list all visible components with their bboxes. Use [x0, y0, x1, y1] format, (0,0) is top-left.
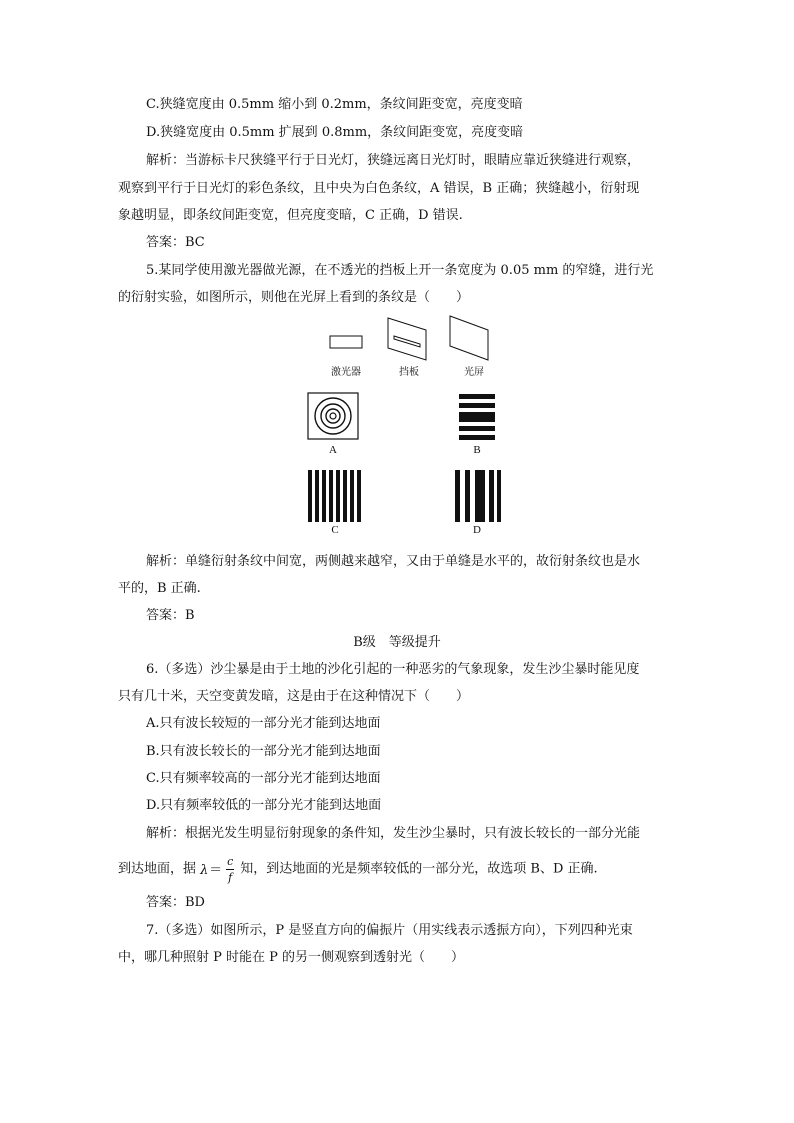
slit: [394, 336, 420, 347]
laser-device: [330, 336, 362, 348]
answer: 答案：B: [146, 608, 195, 623]
analysis-text: 到达地面，据: [118, 861, 197, 877]
analysis-line: 解析：根据光发生明显衍射现象的条件知，发生沙尘暴时，只有波长较长的一部分光能: [146, 826, 641, 841]
option-c: C.只有频率较高的一部分光才能到达地面: [146, 771, 381, 786]
analysis-line: 象越明显，即条纹间距变宽，但亮度变暗，C 正确，D 错误.: [118, 208, 463, 223]
question-5-line: 5.某同学使用激光器做光源，在不透光的挡板上开一条宽度为 0.05 mm 的窄缝，进行光: [146, 263, 654, 278]
formula-equals: ＝: [209, 863, 223, 878]
analysis-line: 平的，B 正确.: [118, 581, 201, 596]
question-5-line: 的衍射实验，如图所示，则他在光屏上看到的条纹是（ ）: [118, 290, 470, 305]
apparatus-figure: [320, 312, 500, 362]
formula-lambda: λ: [200, 863, 209, 878]
answer: 答案：BD: [146, 895, 205, 910]
question-7-line: 中，哪几种照射 P 时能在 P 的另一侧观察到透射光（ ）: [118, 950, 465, 965]
caption-baffle: 挡板: [399, 367, 419, 378]
question-7-line: 7.（多选）如图所示，P 是竖直方向的偏振片（用实线表示透振方向），下列四种光束: [146, 923, 633, 938]
pattern-a: [307, 392, 359, 442]
option-c: C.狭缝宽度由 0.5mm 缩小到 0.2mm，条纹间距变宽，亮度变暗: [146, 97, 523, 112]
light-screen: [450, 316, 488, 360]
formula-numerator: c: [227, 855, 234, 868]
option-d: D.狭缝宽度由 0.5mm 扩展到 0.8mm，条纹间距变宽，亮度变暗: [146, 125, 524, 140]
analysis-line: 观察到平行于日光灯的彩色条纹，且中央为白色条纹，A 错误，B 正确；狭缝越小，衍射现: [118, 181, 640, 196]
analysis-line: 解析：当游标卡尺狭缝平行于日光灯，狭缝远离日光灯时，眼睛应靠近狭缝进行观察，: [146, 153, 641, 168]
label-a: A: [329, 444, 337, 456]
caption-laser: 激光器: [331, 367, 361, 378]
pattern-b: [459, 394, 495, 440]
answer: 答案：BC: [146, 235, 205, 250]
analysis-line: 解析：单缝衍射条纹中间宽，两侧越来越窄，又由于单缝是水平的，故衍射条纹也是水: [146, 554, 641, 569]
caption-screen: 光屏: [464, 367, 484, 378]
option-a: A.只有波长较短的一部分光才能到达地面: [146, 716, 381, 731]
question-6-line: 只有几十米，天空变黄发暗，这是由于在这种情况下（ ）: [118, 689, 470, 704]
label-c: C: [331, 524, 339, 536]
section-heading: B级 等级提升: [353, 635, 441, 650]
label-d: D: [473, 524, 481, 536]
analysis-text: 知，到达地面的光是频率较低的一部分光，故选项 B、D 正确.: [240, 861, 598, 877]
analysis-line-formula: [118, 855, 598, 884]
wavelength-formula: [200, 855, 236, 884]
question-6-line: 6.（多选）沙尘暴是由于土地的沙化引起的一种恶劣的气象现象，发生沙尘暴时能见度: [146, 662, 640, 677]
formula-denominator: f: [228, 871, 233, 884]
label-b: B: [473, 444, 481, 456]
pattern-d: [455, 470, 501, 522]
option-b: B.只有波长较长的一部分光才能到达地面: [146, 744, 381, 759]
option-d: D.只有频率较低的一部分光才能到达地面: [146, 798, 382, 813]
pattern-c: [308, 470, 362, 522]
